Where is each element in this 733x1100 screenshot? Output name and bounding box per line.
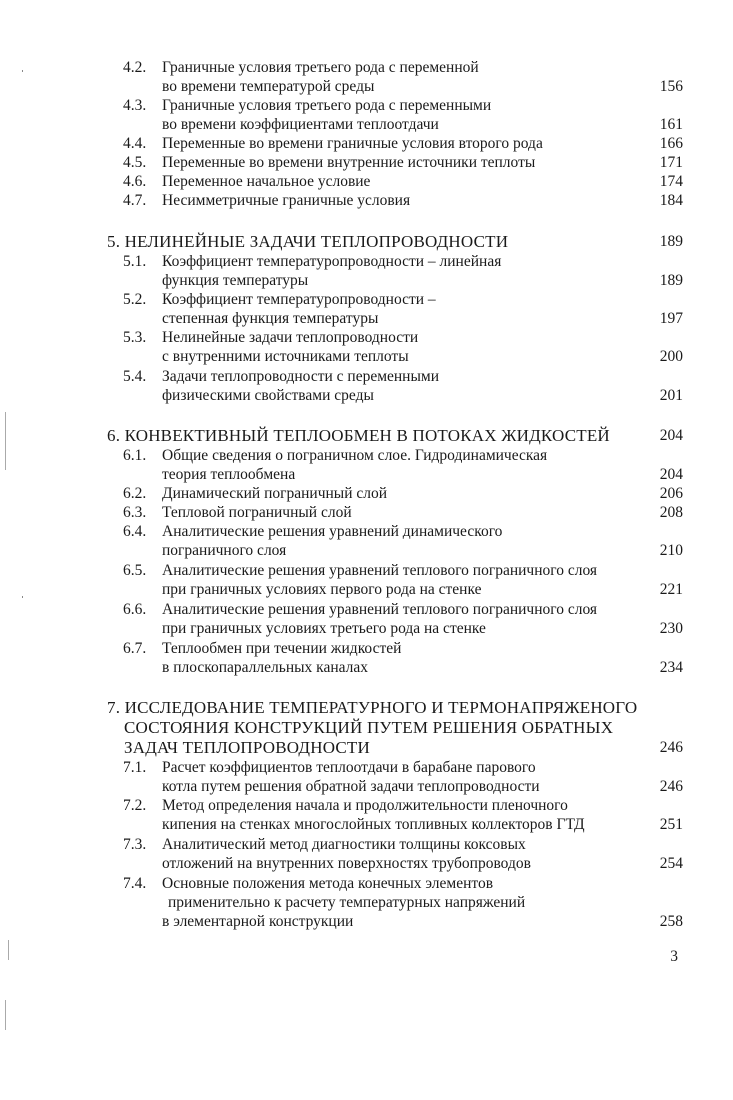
scan-mark <box>22 596 23 598</box>
toc-entry-title: Теплообмен при течении жидкостей <box>162 640 402 657</box>
toc-entry-number: 7.3. <box>123 836 147 853</box>
toc-entry-page: 254 <box>659 855 683 872</box>
toc-entry-title: Нелинейные задачи теплопроводности <box>162 329 419 346</box>
toc-entry-page: 174 <box>659 173 683 190</box>
toc-entry-title: Переменное начальное условие <box>162 173 371 190</box>
toc-entry-page: 166 <box>659 135 683 152</box>
toc-entry-page: 156 <box>659 78 683 95</box>
toc-entry-number: 6.1. <box>123 447 147 464</box>
toc-entry-page: 234 <box>659 659 683 676</box>
toc-entry-title: Несимметричные граничные условия <box>162 192 411 209</box>
chapter-page: 189 <box>659 233 683 250</box>
scan-mark <box>22 70 23 72</box>
toc-entry-page: 201 <box>659 387 683 404</box>
chapter-page: 246 <box>659 739 683 756</box>
toc-entry-title: Аналитические решения уравнений теплового пограничного слоя <box>162 601 598 618</box>
toc-entry-number: 6.4. <box>123 523 147 540</box>
chapter-heading-cont: ЗАДАЧ ТЕПЛОПРОВОДНОСТИ <box>124 738 370 757</box>
scan-mark <box>5 412 6 470</box>
toc-entry-title: Метод определения начала и продолжительности пленочного <box>162 797 568 814</box>
toc-entry-title-cont: котла путем решения обратной задачи теплопроводности <box>162 778 540 795</box>
toc-entry-title-cont: с внутренними источниками теплоты <box>162 348 409 365</box>
toc-entry-title-cont: во времени коэффициентами теплоотдачи <box>162 116 439 133</box>
toc-entry-page: 184 <box>659 192 683 209</box>
toc-entry-page: 206 <box>659 485 683 502</box>
toc-entry-title-cont: кипения на стенках многослойных топливных коллекторов ГТД <box>162 816 585 833</box>
toc-entry-title: Переменные во времени граничные условия второго рода <box>162 135 543 152</box>
toc-entry-title: Аналитические решения уравнений динамического <box>162 523 503 540</box>
chapter-page: 204 <box>659 427 683 444</box>
toc-entry-number: 7.2. <box>123 797 147 814</box>
toc-entry-title: Основные положения метода конечных элементов <box>162 875 494 892</box>
toc-entry-title-cont: теория теплообмена <box>162 466 296 483</box>
chapter-heading: 7. ИССЛЕДОВАНИЕ ТЕМПЕРАТУРНОГО И ТЕРМОНАПРЯЖЕНОГО <box>107 698 638 717</box>
toc-entry-number: 7.4. <box>123 875 147 892</box>
toc-entry-title: Граничные условия третьего рода с переменными <box>162 97 492 114</box>
toc-entry-page: 221 <box>659 581 683 598</box>
toc-entry-title: Общие сведения о пограничном слое. Гидродинамическая <box>162 447 548 464</box>
toc-entry-title: Переменные во времени внутренние источники теплоты <box>162 154 536 171</box>
toc-entry-title: Задачи теплопроводности с переменными <box>162 368 439 385</box>
toc-entry-title: Аналитические решения уравнений теплового пограничного слоя <box>162 562 598 579</box>
toc-entry-title-cont: при граничных условиях третьего рода на стенке <box>162 620 486 637</box>
toc-entry-number: 5.3. <box>123 329 147 346</box>
toc-entry-title-cont: пограничного слоя <box>162 542 287 559</box>
toc-entry-page: 197 <box>659 310 683 327</box>
toc-entry-title: Граничные условия третьего рода с переменной <box>162 59 479 76</box>
toc-entry-number: 4.7. <box>123 192 147 209</box>
toc-entry-page: 171 <box>659 154 683 171</box>
toc-entry-title: Динамический пограничный слой <box>162 485 388 502</box>
toc-entry-title-cont: функция температуры <box>162 272 309 289</box>
toc-entry-title: Аналитический метод диагностики толщины коксовых <box>162 836 526 853</box>
toc-entry-number: 5.1. <box>123 253 147 270</box>
scan-mark <box>5 1000 6 1030</box>
toc-entry-title-cont: в плоскопараллельных каналах <box>162 659 369 676</box>
toc-entry-number: 6.7. <box>123 640 147 657</box>
toc-entry-title-cont: при граничных условиях первого рода на стенке <box>162 581 482 598</box>
toc-entry-page: 246 <box>659 778 683 795</box>
toc-entry-page: 258 <box>659 913 683 930</box>
toc-entry-title-cont: отложений на внутренних поверхностях трубопроводов <box>162 855 531 872</box>
toc-entry-number: 5.4. <box>123 368 147 385</box>
chapter-heading: 5. НЕЛИНЕЙНЫЕ ЗАДАЧИ ТЕПЛОПРОВОДНОСТИ <box>107 232 509 251</box>
toc-entry-number: 4.4. <box>123 135 147 152</box>
toc-entry-page: 189 <box>659 272 683 289</box>
toc-entry-title: Тепловой пограничный слой <box>162 504 352 521</box>
toc-entry-title: Коэффициент температуропроводности – линейная <box>162 253 502 270</box>
toc-entry-number: 4.2. <box>123 59 147 76</box>
toc-entry-title-cont: во времени температурой среды <box>162 78 375 95</box>
toc-entry-page: 161 <box>659 116 683 133</box>
toc-entry-page: 251 <box>659 816 683 833</box>
scan-mark <box>8 940 9 960</box>
toc-entry-title-cont: в элементарной конструкции <box>162 913 354 930</box>
toc-entry-number: 6.2. <box>123 485 147 502</box>
toc-entry-number: 4.3. <box>123 97 147 114</box>
toc-entry-title: Расчет коэффициентов теплоотдачи в барабане парового <box>162 759 536 776</box>
toc-entry-title: Коэффициент температуропроводности – <box>162 291 436 308</box>
toc-entry-page: 210 <box>659 542 683 559</box>
toc-entry-number: 7.1. <box>123 759 147 776</box>
toc-entry-number: 5.2. <box>123 291 147 308</box>
chapter-heading: 6. КОНВЕКТИВНЫЙ ТЕПЛООБМЕН В ПОТОКАХ ЖИДКОСТЕЙ <box>107 426 610 445</box>
page-number: 3 <box>670 948 678 965</box>
chapter-heading-cont: СОСТОЯНИЯ КОНСТРУКЦИЙ ПУТЕМ РЕШЕНИЯ ОБРАТНЫХ <box>124 718 614 737</box>
toc-entry-number: 6.3. <box>123 504 147 521</box>
toc-entry-page: 208 <box>659 504 683 521</box>
toc-entry-title-cont: применительно к расчету температурных напряжений <box>168 894 526 911</box>
toc-entry-number: 6.6. <box>123 601 147 618</box>
toc-entry-number: 4.6. <box>123 173 147 190</box>
toc-entry-page: 230 <box>659 620 683 637</box>
toc-entry-title-cont: физическими свойствами среды <box>162 387 374 404</box>
toc-entry-number: 4.5. <box>123 154 147 171</box>
toc-entry-page: 200 <box>659 348 683 365</box>
toc-entry-number: 6.5. <box>123 562 147 579</box>
toc-entry-page: 204 <box>659 466 683 483</box>
toc-entry-title-cont: степенная функция температуры <box>162 310 379 327</box>
